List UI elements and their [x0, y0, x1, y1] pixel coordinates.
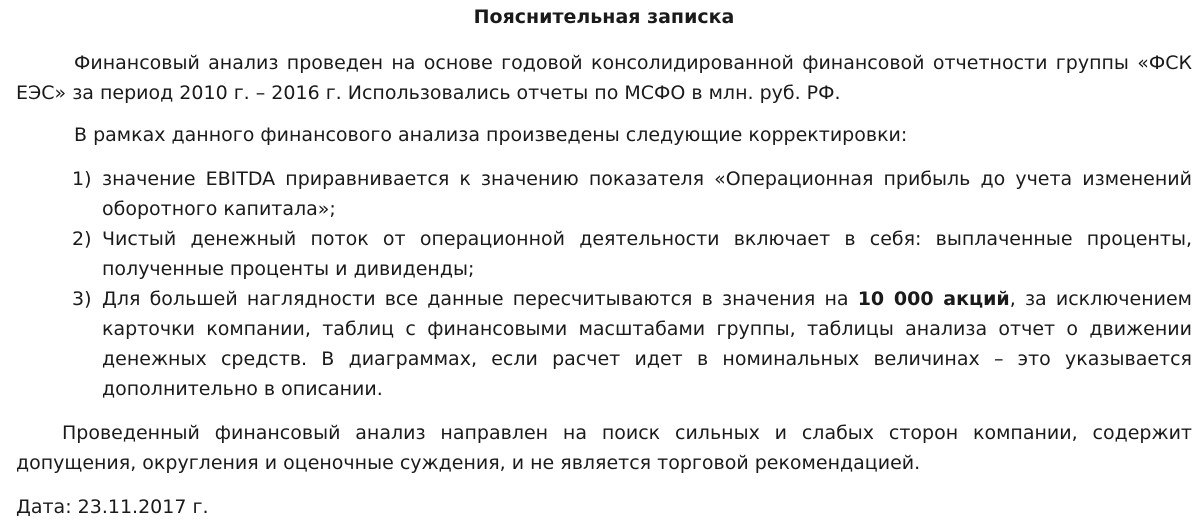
disclaimer-paragraph: Проведенный финансовый анализ направлен на поиск сильных и слабых сторон компании, содержит допущения, округления и оценочные суждения, и не является торговой рекомендацией.	[16, 422, 1192, 474]
document-date: Дата: 23.11.2017 г.	[16, 496, 209, 518]
list-item-number: 3)	[72, 288, 92, 310]
list-item-text: Чистый денежный поток от операционной деятельности включает в себя: выплаченные проценты, полученные проценты и дивиденды;	[102, 228, 1192, 280]
list-item-text-before: Для большей наглядности все данные пересчитываются в значения на	[102, 288, 858, 310]
document-title: Пояснительная записка	[473, 6, 735, 28]
intro-paragraph: Финансовый анализ проведен на основе годовой консолидированной финансовой отчетности группы «ФСК ЕЭС» за период 2010 г. – 2016 г. Использовались отчеты по МСФО в млн. руб. РФ.	[16, 52, 1192, 104]
list-item	[16, 284, 1192, 404]
adjustments-list	[16, 164, 1192, 404]
list-item-text: значение EBITDA приравнивается к значению показателя «Операционная прибыль до учета изменений оборотного капитала»;	[102, 168, 1192, 220]
adjustments-intro-paragraph: В рамках данного финансового анализа произведены следующие корректировки:	[74, 124, 908, 146]
list-item	[16, 164, 1192, 224]
list-item-number: 1)	[72, 168, 92, 190]
list-item-text-after: , за исключением карточки компании, таблиц с финансовыми масштабами группы, таблицы анализа отчет о движении денежных средств. В диаграммах, если расчет идет в номинальных величинах – это указывается дополнительно в описании.	[102, 288, 1192, 400]
list-item-bold-text: 10 000 акций	[857, 288, 1010, 310]
list-item	[16, 224, 1192, 284]
list-item-number: 2)	[72, 228, 92, 250]
